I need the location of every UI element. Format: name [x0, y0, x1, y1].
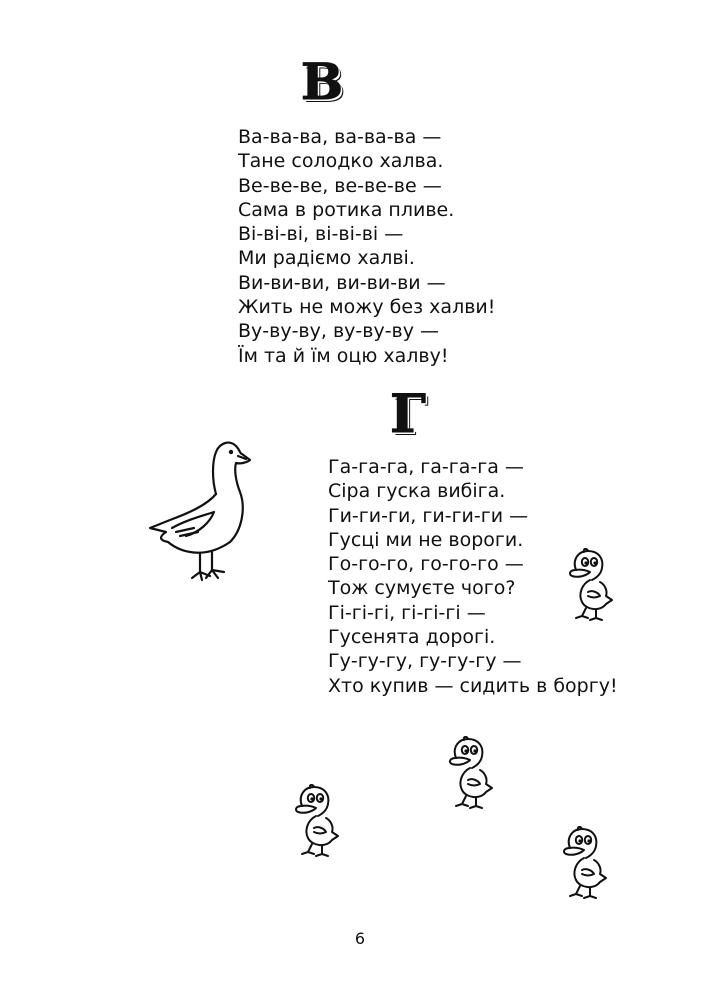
poem-line: Ва-ва-ва, ва-ва-ва —	[238, 126, 442, 148]
poem-line: Ми радіємо халві.	[238, 247, 415, 270]
poem-line: Го-го-го, го-го-го —	[328, 553, 524, 576]
poem-line: Гусенята дорогі.	[328, 626, 496, 649]
poem-line: Тож сумуєте чого?	[328, 577, 516, 600]
gosling-icon	[446, 736, 494, 812]
poem-line: Гусці ми не вороги.	[328, 528, 524, 551]
gosling-icon	[560, 826, 608, 902]
gosling-icon	[292, 784, 340, 860]
section-letter-v: В	[300, 52, 344, 111]
poem-line: Сама в ротика пливе.	[238, 198, 455, 221]
poem-line: Ві-ві-ві, ві-ві-ві —	[238, 223, 404, 246]
gosling-icon	[566, 548, 614, 624]
poem-v	[238, 125, 495, 368]
poem-line: Гу-гу-гу, гу-гу-гу —	[328, 650, 522, 673]
poem-line: Ве-ве-ве, ве-ве-ве —	[238, 174, 442, 197]
poem-line: Га-га-га, га-га-га —	[328, 456, 524, 478]
goose-icon	[146, 432, 258, 588]
poem-line: Гі-гі-гі, гі-гі-гі —	[328, 601, 486, 624]
poem-line: Тане солодко халва.	[238, 150, 444, 173]
poem-line: Жить не можу без халви!	[238, 296, 496, 319]
poem-line: Сіра гуска вибіга.	[328, 480, 506, 503]
page-number: 6	[354, 929, 366, 948]
poem-line: Їм та й їм оцю халву!	[238, 344, 449, 367]
poem-line: Хто купив — сидить в боргу!	[328, 674, 618, 697]
poem-line: Ви-ви-ви, ви-ви-ви —	[238, 271, 446, 294]
poem-line: Ги-ги-ги, ги-ги-ги —	[328, 504, 529, 527]
poem-line: Ву-ву-ву, ву-ву-ву —	[238, 320, 440, 343]
section-letter-g: Г	[390, 384, 426, 445]
